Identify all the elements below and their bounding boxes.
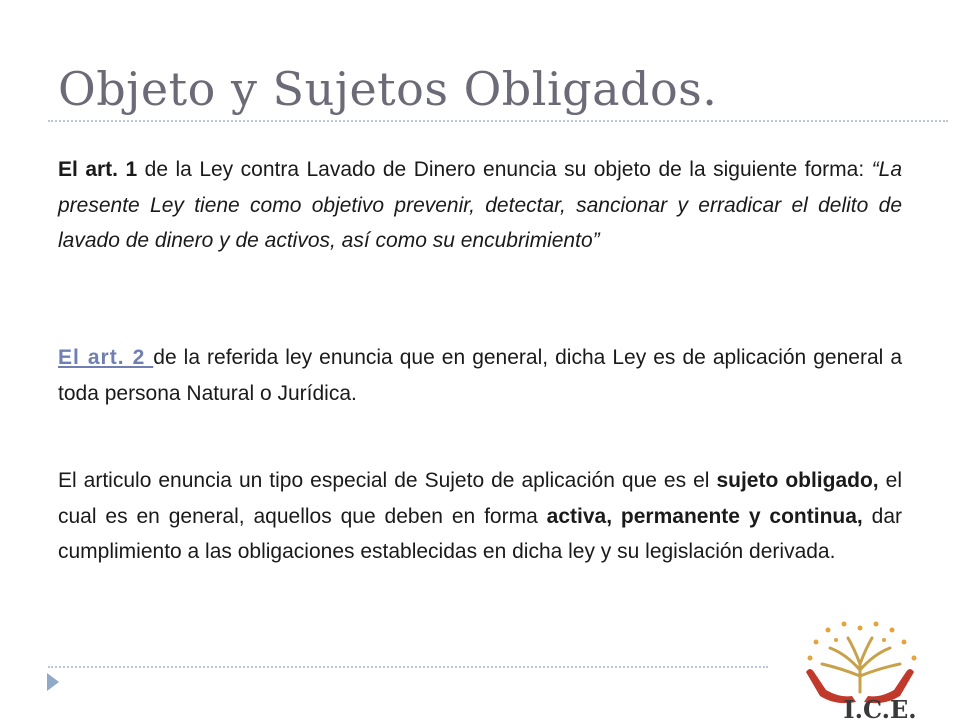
article-1-quote: “La presente Ley tiene como objetivo prevenir, detectar, sancionar y erradicar el delito de lavado de dinero y de activos, así como su encubrimiento” [58, 158, 903, 252]
slide-title: Objeto y Sujetos Obligados. [58, 62, 718, 116]
footer-divider [48, 666, 768, 668]
logo-text: I.C.E. [843, 695, 917, 720]
sujeto-obligado-term: sujeto obligado, [716, 469, 879, 492]
logo-tree [822, 638, 900, 692]
paragraph-article-1 [58, 152, 902, 259]
slide-bullet-icon [47, 673, 59, 691]
ice-logo [796, 620, 936, 720]
sujeto-text-3: dar cumplimiento a las obligaciones establecidas en dicha ley y su legislación derivada. [58, 504, 902, 563]
logo-stars [808, 622, 917, 661]
activa-permanente-term: activa, permanente y continua, [546, 504, 863, 528]
article-1-text: de la Ley contra Lavado de Dinero enuncia su objeto de la siguiente forma: [137, 158, 872, 181]
article-1-label: El art. 1 [58, 158, 138, 181]
paragraph-article-2 [58, 340, 902, 411]
sujeto-text-1: El articulo enuncia un tipo especial de Sujeto de aplicación que es el [58, 469, 717, 492]
article-2-link[interactable]: El art. 2 [58, 346, 154, 369]
title-divider [48, 120, 948, 122]
article-2-text: de la referida ley enuncia que en general, dicha Ley es de aplicación general a toda persona Natural o Jurídica. [58, 346, 903, 405]
sujeto-text-2: el cual es en general, aquellos que deben en forma [58, 469, 902, 528]
paragraph-sujeto-obligado [58, 463, 902, 570]
